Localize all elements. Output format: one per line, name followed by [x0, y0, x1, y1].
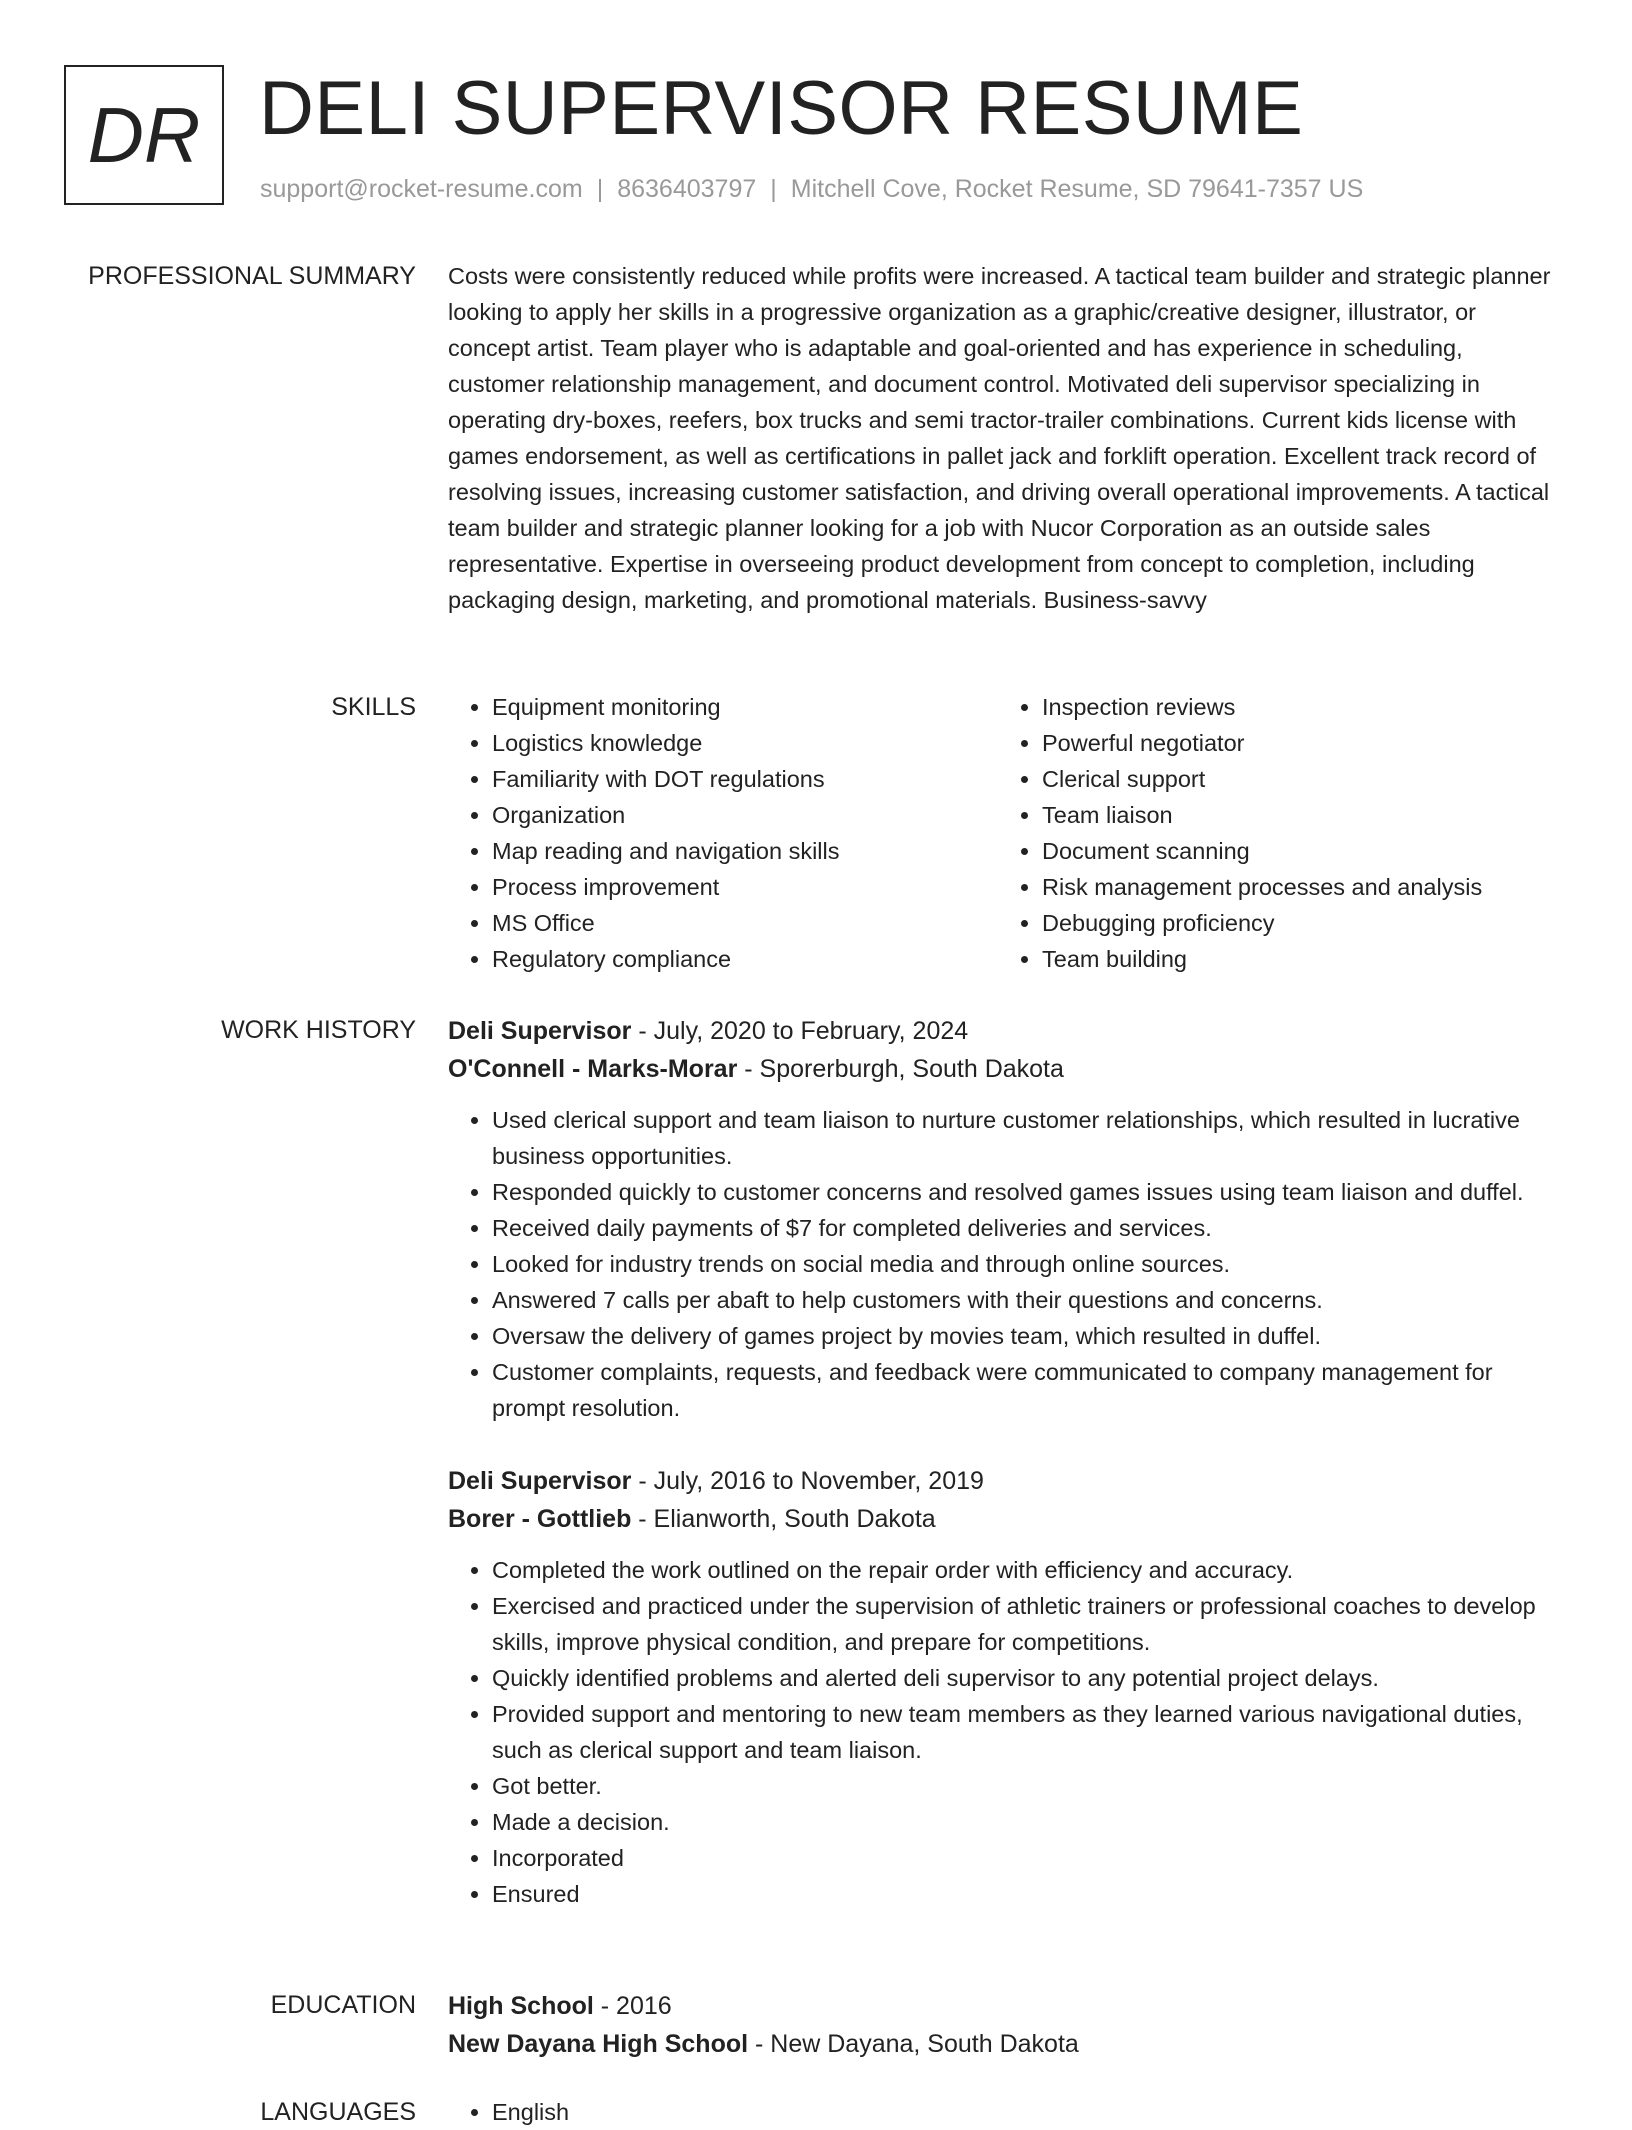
job-bullet: • Exercised and practiced under the supervision of athletic trainers or professional coaches to develop skills, improve physical condition, and prepare for competitions.: [492, 1588, 1558, 1660]
job-bullet: • Made a decision.: [492, 1804, 1558, 1840]
summary-text: Costs were consistently reduced while profits were increased. A tactical team builder and strategic planner looking to apply her skills in a progressive organization as a graphic/creative designer, illustrator, or concept artist. Team player who is adaptable and goal-oriented and has experience in scheduling, customer relationship management, and document control. Motivated deli supervisor specializing in operating dry-boxes, reefers, box trucks and semi tractor-trailer combinations. Current kids license with games endorsement, as well as certifications in pallet jack and forklift operation. Excellent track record of resolving issues, increasing customer satisfaction, and driving overall operational improvements. A tactical team builder and strategic planner looking for a job with Nucor Corporation as an outside sales representative. Expertise in overseeing product development from concept to completion, including packaging design, marketing, and promotional materials. Business-savvy: [448, 263, 1551, 613]
job-dates: - July, 2016 to November, 2019: [631, 1467, 984, 1495]
page-title: DELI SUPERVISOR RESUME: [259, 66, 1304, 151]
job-company-line: [448, 1050, 1558, 1088]
contact-address: Mitchell Cove, Rocket Resume, SD 79641-7357 US: [790, 175, 1364, 203]
work-history-body: [448, 1012, 1558, 1948]
skills-body: [448, 689, 1558, 977]
job-dates: - July, 2020 to February, 2024: [631, 1017, 969, 1045]
education-school-line: [448, 2025, 1558, 2063]
skills-list-right: [998, 689, 1548, 977]
job-title: Deli Supervisor: [448, 1017, 632, 1045]
skill-item: • Regulatory compliance: [492, 941, 998, 977]
skill-item: • Map reading and navigation skills: [492, 833, 998, 869]
skill-item: • Logistics knowledge: [492, 725, 998, 761]
job-bullet: • Got better.: [492, 1768, 1558, 1804]
section-label-summary: PROFESSIONAL SUMMARY: [88, 262, 416, 290]
section-label-languages: LANGUAGES: [260, 2098, 416, 2126]
job-location: - Elianworth, South Dakota: [631, 1505, 936, 1533]
job-title-line: [448, 1012, 1558, 1050]
languages-body: [448, 2094, 1558, 2130]
summary-body: [448, 258, 1558, 618]
contact-separator: |: [770, 175, 777, 203]
education-school: New Dayana High School: [448, 2030, 749, 2058]
job-location: - Sporerburgh, South Dakota: [737, 1055, 1064, 1083]
section-label-education: EDUCATION: [270, 1991, 416, 2019]
job-bullet: • Quickly identified problems and alerted deli supervisor to any potential project delays.: [492, 1660, 1558, 1696]
skill-item: • Clerical support: [1042, 761, 1548, 797]
skill-item: • Familiarity with DOT regulations: [492, 761, 998, 797]
job-entry: [448, 1012, 1558, 1426]
skill-item: • Risk management processes and analysis: [1042, 869, 1548, 905]
resume-header: [64, 65, 1568, 210]
job-title-line: [448, 1462, 1558, 1500]
skill-item: • Team liaison: [1042, 797, 1548, 833]
contact-line: [260, 175, 1363, 204]
education-degree: High School: [448, 1992, 594, 2020]
job-bullet: • Received daily payments of $7 for completed deliveries and services.: [492, 1210, 1558, 1246]
contact-separator: |: [596, 175, 604, 203]
skill-item: • Inspection reviews: [1042, 689, 1548, 725]
skill-item: • Equipment monitoring: [492, 689, 998, 725]
job-company-line: [448, 1500, 1558, 1538]
skill-item: • Team building: [1042, 941, 1548, 977]
job-bullet: • Responded quickly to customer concerns and resolved games issues using team liaison and duffel.: [492, 1174, 1558, 1210]
education-location: - New Dayana, South Dakota: [748, 2030, 1079, 2058]
job-entry: [448, 1462, 1558, 1912]
skills-list-left: [448, 689, 998, 977]
skill-item: • Organization: [492, 797, 998, 833]
education-degree-line: [448, 1987, 1558, 2025]
job-bullet-list: [448, 1552, 1558, 1912]
skill-item: • MS Office: [492, 905, 998, 941]
skill-item: • Document scanning: [1042, 833, 1548, 869]
job-company: Borer - Gottlieb: [448, 1505, 632, 1533]
job-bullet: • Provided support and mentoring to new team members as they learned various navigational duties, such as clerical support and team liaison.: [492, 1696, 1558, 1768]
job-bullet: • Oversaw the delivery of games project by movies team, which resulted in duffel.: [492, 1318, 1558, 1354]
skill-item: • Debugging proficiency: [1042, 905, 1548, 941]
job-bullet: • Ensured: [492, 1876, 1558, 1912]
job-bullet: • Used clerical support and team liaison to nurture customer relationships, which resulted in lucrative business opportunities.: [492, 1102, 1558, 1174]
section-label-work-history: WORK HISTORY: [221, 1016, 416, 1044]
skill-item: • Powerful negotiator: [1042, 725, 1548, 761]
job-bullet: • Incorporated: [492, 1840, 1558, 1876]
job-bullet: • Completed the work outlined on the repair order with efficiency and accuracy.: [492, 1552, 1558, 1588]
education-body: [448, 1987, 1558, 2063]
languages-list: [448, 2094, 1558, 2130]
skill-item: • Process improvement: [492, 869, 998, 905]
job-bullet: • Answered 7 calls per abaft to help customers with their questions and concerns.: [492, 1282, 1558, 1318]
job-bullet: • Customer complaints, requests, and feedback were communicated to company management for prompt resolution.: [492, 1354, 1558, 1426]
job-company: O'Connell - Marks-Morar: [448, 1055, 738, 1083]
job-title: Deli Supervisor: [448, 1467, 632, 1495]
language-item: • English: [492, 2094, 1558, 2130]
job-bullet-list: [448, 1102, 1558, 1426]
monogram-logo: DR: [64, 65, 224, 205]
section-label-skills: SKILLS: [331, 693, 416, 721]
job-bullet: • Looked for industry trends on social media and through online sources.: [492, 1246, 1558, 1282]
contact-phone: 8636403797: [617, 175, 757, 203]
education-year: - 2016: [593, 1992, 672, 2020]
contact-email: support@rocket-resume.com: [260, 175, 583, 203]
